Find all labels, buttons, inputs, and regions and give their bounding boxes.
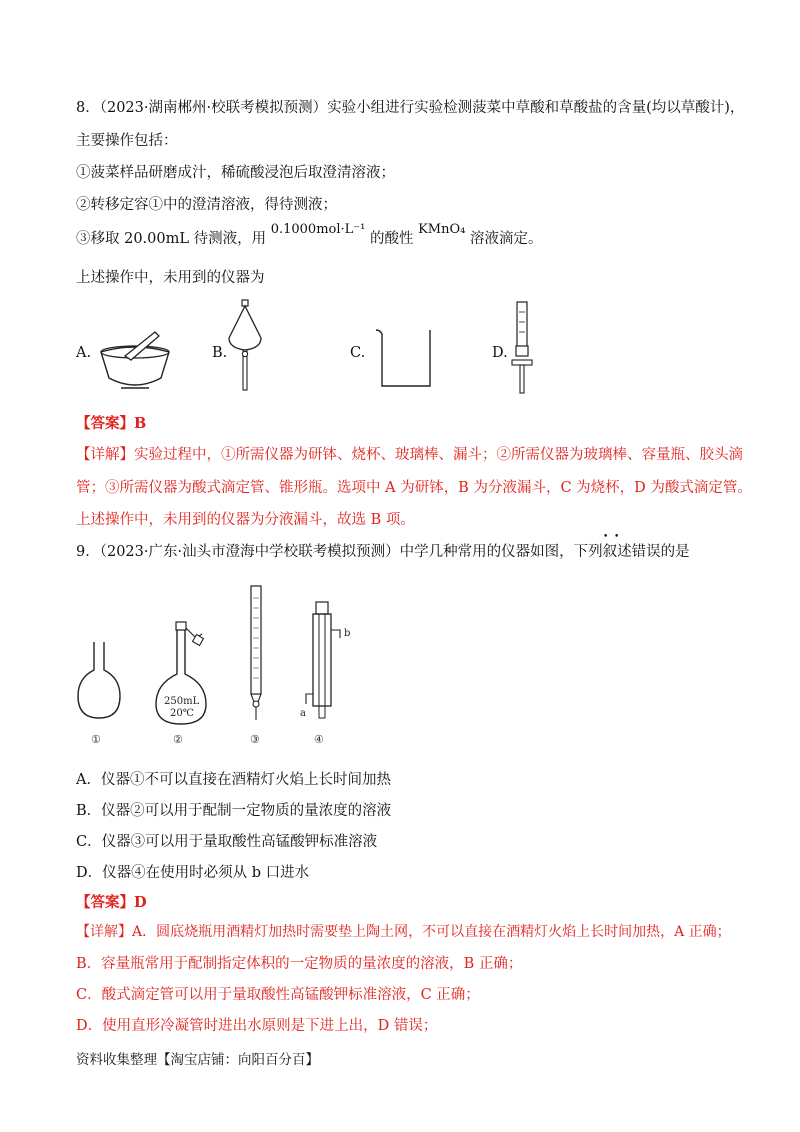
footer-source: 资料收集整理【淘宝店铺：向阳百分百】 <box>76 1052 319 1068</box>
q9-detail-d: D．使用直形冷凝管时进出水原则是下进上出，D 错误； <box>76 1018 438 1034</box>
q8-option-d-label: D. <box>492 345 508 361</box>
emphasis-dots: • • <box>603 532 620 542</box>
volumetric-flask-icon <box>150 618 216 728</box>
q8-step3-text-a: ③移取 20.00mL 待测液，用 <box>76 231 267 247</box>
q8-step3 <box>76 222 543 250</box>
q8-step1: ①菠菜样品研磨成汁，稀硫酸浸泡后取澄清溶液； <box>76 165 395 181</box>
q9-option-b: B．仪器②可以用于配制一定物质的量浓度的溶液 <box>76 803 392 819</box>
instrument-3-caption: ③ <box>250 733 260 746</box>
mortar-and-pestle-icon <box>95 330 175 400</box>
q8-option-c-label: C. <box>350 345 366 361</box>
burette-icon <box>244 584 268 724</box>
q8-stem-line2: 主要操作包括： <box>76 133 178 149</box>
q8-detail-line1: 【详解】实验过程中，①所需仪器为研钵、烧杯、玻璃棒、漏斗；②所需仪器为玻璃棒、容量瓶、胶头滴 <box>76 447 743 463</box>
q8-option-b-label: B. <box>212 345 228 361</box>
q8-step2: ②转移定容①中的澄清溶液，得待测液； <box>76 197 337 213</box>
flask-volume-label: 250mL <box>164 696 200 707</box>
acid-burette-icon <box>510 300 534 396</box>
round-bottom-flask-icon <box>74 640 124 722</box>
instrument-2-caption: ② <box>173 733 183 746</box>
straight-condenser-icon <box>298 600 358 724</box>
beaker-icon <box>372 326 438 392</box>
q8-question: 上述操作中，未用到的仪器为 <box>76 270 265 286</box>
q9-detail-c: C．酸式滴定管可以用于量取酸性高锰酸钾标准溶液，C 正确； <box>76 987 480 1003</box>
q8-detail-line2: 管；③所需仪器为酸式滴定管、锥形瓶。选项中 A 为研钵，B 为分液漏斗，C 为烧杯，D 为酸式滴定管。 <box>76 480 752 496</box>
flask-temperature-label: 20℃ <box>170 708 194 719</box>
q8-answer: 【答案】B <box>76 415 147 432</box>
q8-detail-line3: 上述操作中，未用到的仪器为分液漏斗，故选 B 项。 <box>76 512 415 528</box>
q8-step3-reagent: KMnO₄ <box>418 222 466 237</box>
condenser-inlet-a: a <box>300 708 306 719</box>
condenser-outlet-b: b <box>344 628 351 639</box>
instrument-1-caption: ① <box>91 733 101 746</box>
q9-detail-a: 【详解】A．圆底烧瓶用酒精灯加热时需要垫上陶土网，不可以直接在酒精灯火焰上长时间加热，A 正确； <box>76 924 731 940</box>
q9-stem: 9．（2023·广东·汕头市澄海中学校联考模拟预测）中学几种常用的仪器如图，下列叙述错误的是 <box>76 544 690 560</box>
q9-option-d: D．仪器④在使用时必须从 b 口进水 <box>76 865 310 881</box>
q8-step3-text-c: 溶液滴定。 <box>469 231 543 247</box>
q9-option-a: A．仪器①不可以直接在酒精灯火焰上长时间加热 <box>76 772 391 788</box>
q8-option-a-label: A. <box>76 345 92 361</box>
q8-step3-concentration: 0.1000mol·L⁻¹ <box>270 222 366 237</box>
q9-detail-b: B．容量瓶常用于配制指定体积的一定物质的量浓度的溶液，B 正确； <box>76 956 523 972</box>
q9-option-c: C．仪器③可以用于量取酸性高锰酸钾标准溶液 <box>76 834 378 850</box>
q9-answer: 【答案】D <box>76 894 147 911</box>
separatory-funnel-icon <box>225 298 265 394</box>
q8-step3-text-b: 的酸性 <box>369 231 414 247</box>
instrument-4-caption: ④ <box>314 733 324 746</box>
q8-stem-line1: 8．（2023·湖南郴州·校联考模拟预测）实验小组进行实验检测菠菜中草酸和草酸盐的含量(均以草酸计)， <box>76 100 745 116</box>
